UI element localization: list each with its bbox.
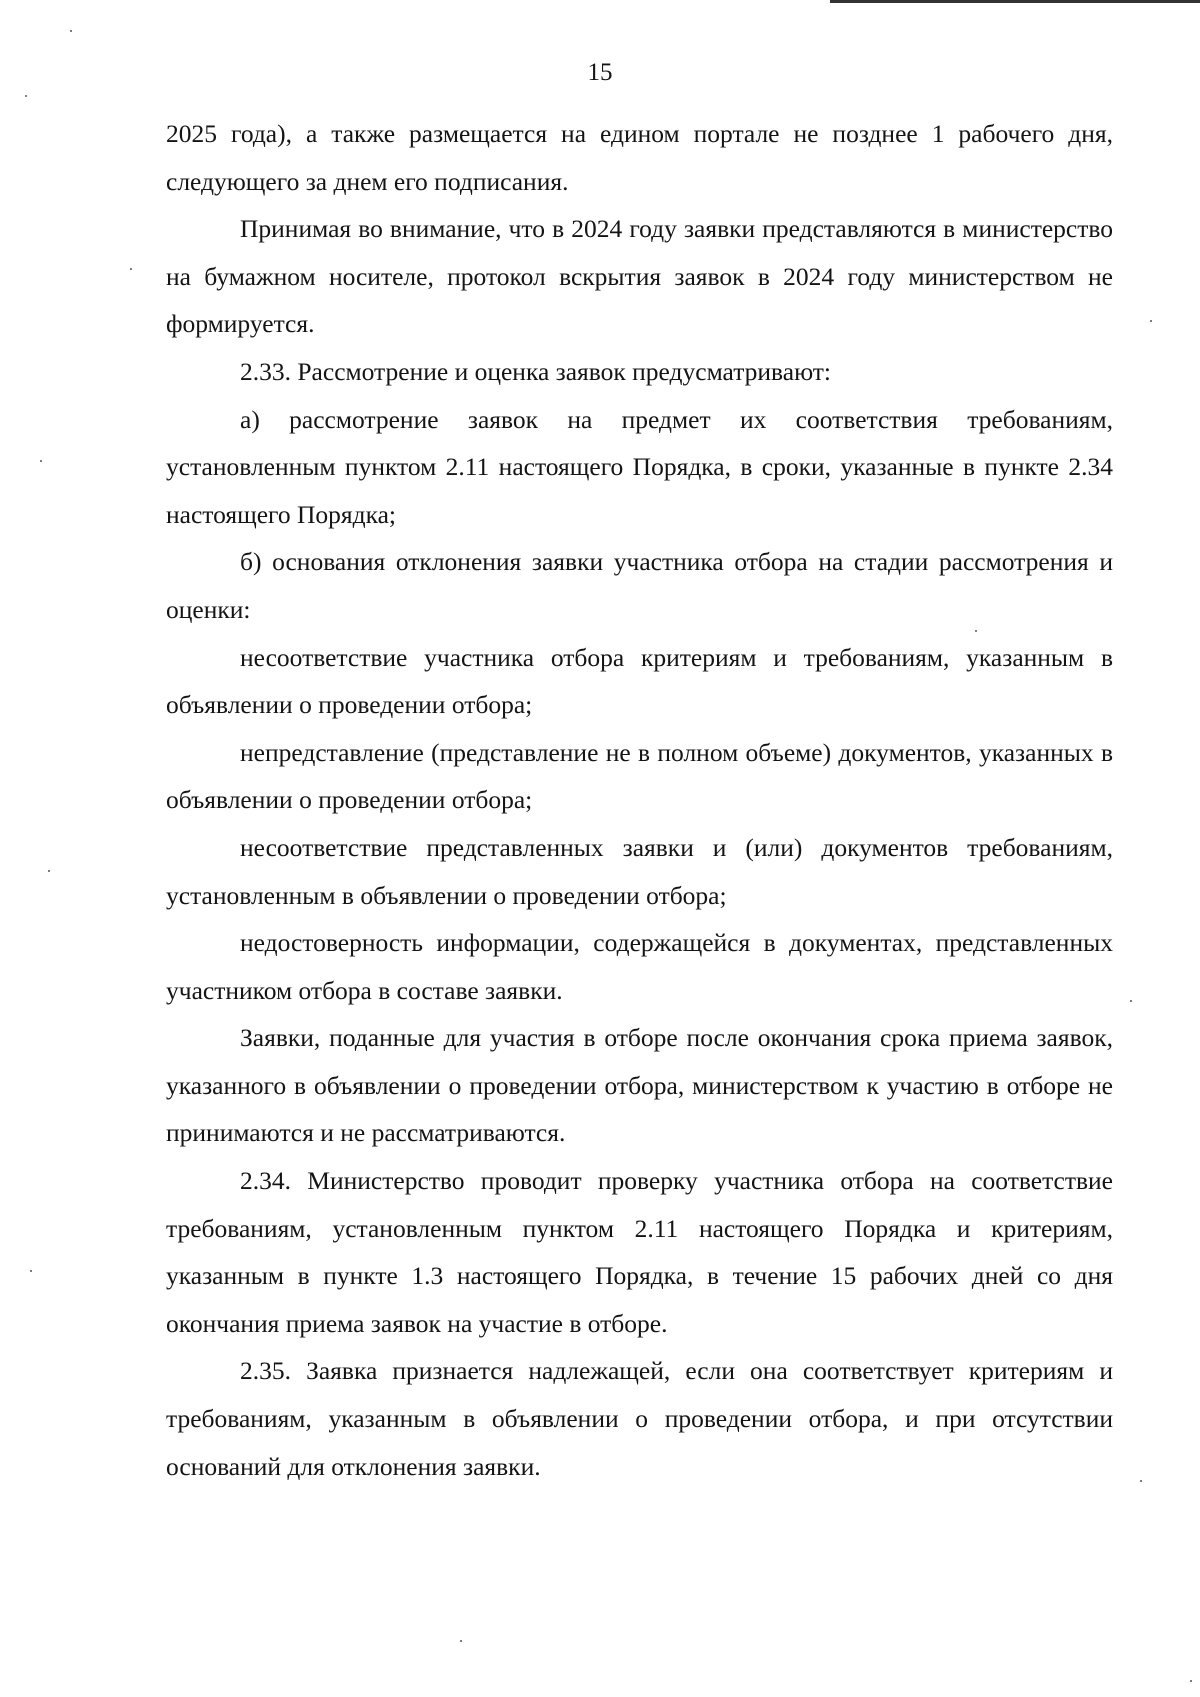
document-body [166,110,1113,1490]
paragraph-clause-2-34: 2.34. Министерство проводит проверку участника отбора на соответствие требованиям, установленным пунктом 2.11 настоящего Порядка и критериям, указанным в пункте 1.3 настоящего Порядка, в течение 15 рабочих дней со дня окончания приема заявок на участие в отборе. [166,1166,1113,1338]
scan-speck [40,460,42,462]
paragraph-ground-4: недостоверность информации, содержащейся в документах, представленных участником отбора в составе заявки. [166,928,1113,1005]
scan-speck [975,630,977,632]
paragraph-ground-1: несоответствие участника отбора критериям и требованиям, указанным в объявлении о проведении отбора; [166,642,1113,720]
paragraph-clause-2-33-b: б) основания отклонения заявки участника отбора на стадии рассмотрения и оценки: [166,547,1113,624]
paragraph-ground-2: непредставление (представление не в полном объеме) документов, указанных в объявлении о проведении отбора; [166,737,1113,815]
scan-speck [70,30,72,32]
scan-speck [1130,1000,1132,1002]
scan-speck [25,95,27,97]
paragraph-clause-2-35: 2.35. Заявка признается надлежащей, если она соответствует критериям и требованиям, указанным в объявлении о проведении отбора, и при отсутствии оснований для отклонения заявки. [166,1356,1113,1481]
paragraph-clause-2-33: 2.33. Рассмотрение и оценка заявок предусматривают: [240,356,832,386]
scan-speck [1190,1680,1192,1682]
scan-speck [460,1640,462,1642]
paragraph-clause-2-33-a: а) рассмотрение заявок на предмет их соответствия требованиям, установленным пунктом 2.11 настоящего Порядка, в сроки, указанные в пункте 2.34 настоящего Порядка; [166,404,1113,529]
scan-speck [30,1270,32,1272]
scan-speck [48,870,50,872]
scan-speck [1150,320,1152,322]
scan-speck [1140,1480,1142,1482]
paragraph-ground-3: несоответствие представленных заявки и (или) документов требованиям, установленным в объявлении о проведении отбора; [166,832,1113,910]
paragraph-late-submissions: Заявки, поданные для участия в отборе после окончания срока приема заявок, указанного в объявлении о проведении отбора, министерством к участию в отборе не принимаются и не рассматриваются. [166,1023,1113,1148]
scan-edge-mark [830,0,1200,3]
paragraph-continuation: 2025 года), а также размещается на едином портале не позднее 1 рабочего дня, следующего за днем его подписания. [166,119,1113,196]
page-number: 15 [587,59,613,86]
paragraph-paper-note: Принимая во внимание, что в 2024 году заявки представляются в министерство на бумажном носителе, протокол вскрытия заявок в 2024 году министерством не формируется. [166,214,1113,339]
scan-speck [130,268,132,270]
